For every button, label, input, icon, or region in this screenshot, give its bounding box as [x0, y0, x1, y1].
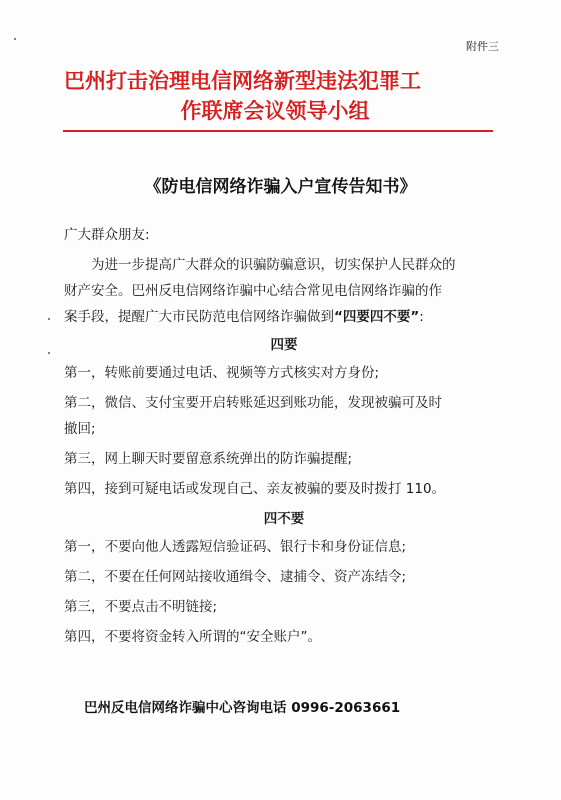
- donts-item: 第二，不要在任何网站接收通缉令、逮捕令、资产冻结令;: [64, 569, 407, 585]
- intro-line: 为进一步提高广大群众的识骗防骗意识，切实保护人民群众的: [91, 257, 456, 273]
- intro-line: 财产安全。巴州反电信网络诈骗中心结合常见电信网络诈骗的作: [64, 283, 442, 299]
- dos-item: 第四，接到可疑电话或发现自己、亲友被骗的要及时拨打 110。: [64, 481, 446, 497]
- dos-item-continued: 撤回;: [64, 421, 96, 437]
- dos-heading: 四要: [270, 337, 298, 353]
- intro-emphasis: “四要四不要”: [334, 309, 420, 325]
- dos-item: 第一，转账前要通过电话、视频等方式核实对方身份;: [64, 365, 380, 381]
- organization-title: [64, 66, 504, 126]
- donts-item: 第三，不要点击不明链接;: [64, 599, 218, 615]
- dos-item: 第三，网上聊天时要留意系统弹出的防诈骗提醒;: [64, 451, 353, 467]
- document-title: 《防电信网络诈骗入户宣传告知书》: [144, 177, 417, 197]
- dos-item: 第二，微信、支付宝要开启转账延迟到账功能，发现被骗可及时: [64, 395, 442, 411]
- scan-speck: [14, 38, 16, 40]
- header-divider: [63, 130, 493, 132]
- intro-end: :: [419, 309, 424, 325]
- greeting: 广大群众朋友:: [64, 227, 150, 243]
- donts-item: 第四，不要将资金转入所谓的“安全账户”。: [64, 629, 321, 645]
- attachment-label: 附件三: [466, 40, 499, 53]
- donts-heading: 四不要: [263, 511, 305, 527]
- organization-title-line2: 作联席会议领导小组: [180, 98, 370, 123]
- donts-item: 第一，不要向他人透露短信验证码、银行卡和身份证信息;: [64, 539, 407, 555]
- document-body: [64, 222, 504, 654]
- organization-title-line1: 巴州打击治理电信网络新型违法犯罪工: [64, 68, 421, 93]
- scan-speck: [48, 318, 50, 320]
- scan-speck: [48, 352, 50, 354]
- intro-paragraph: [64, 252, 504, 330]
- intro-line: [64, 304, 504, 330]
- intro-line-text: 案手段，提醒广大市民防范电信网络诈骗做到: [64, 309, 334, 325]
- hotline-footer: 巴州反电信网络诈骗中心咨询电话 0996-2063661: [84, 700, 401, 716]
